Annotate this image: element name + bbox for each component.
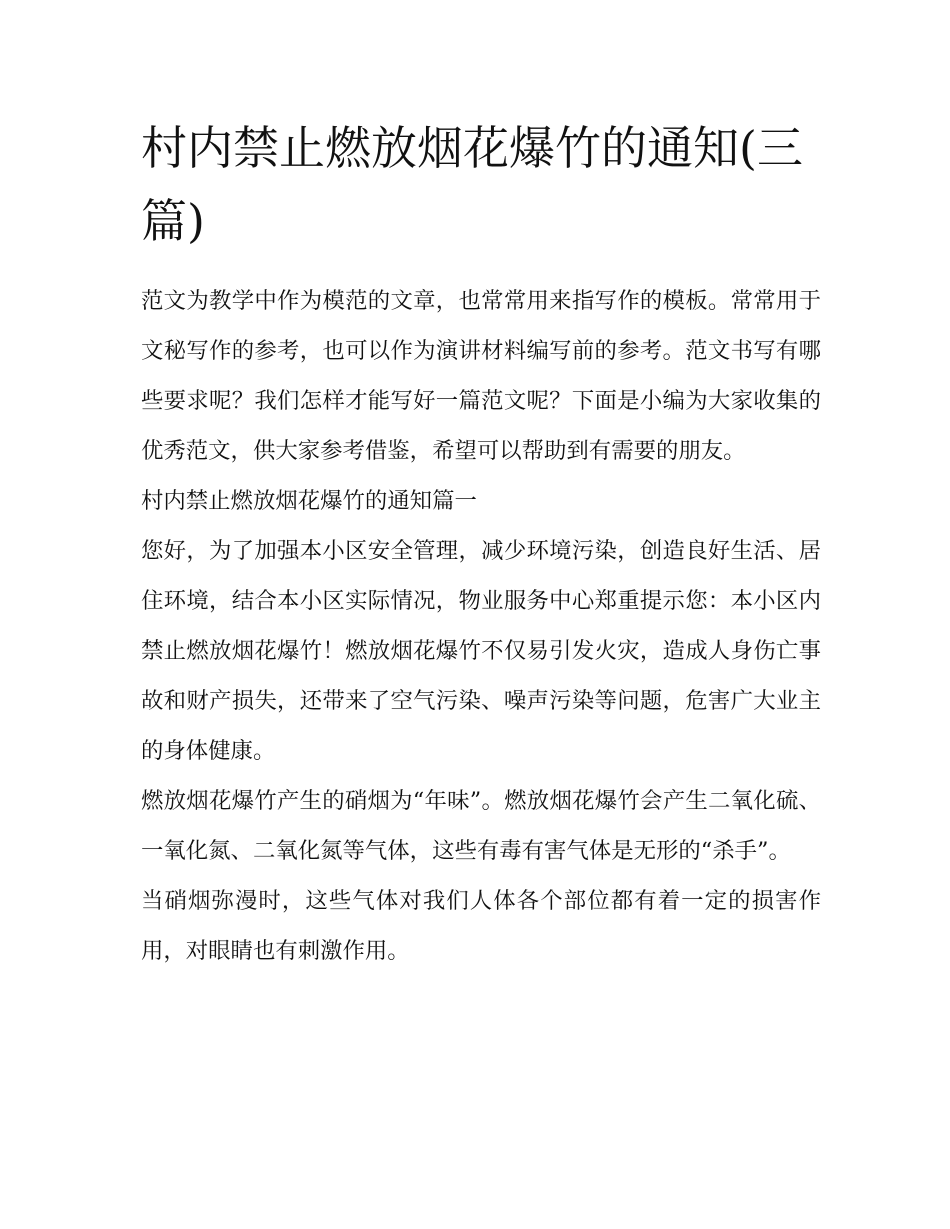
document-body	[141, 112, 821, 976]
document-title: 村内禁止燃放烟花爆竹的通知(三篇)	[141, 121, 803, 248]
section-heading: 村内禁止燃放烟花爆竹的通知篇一	[141, 488, 477, 514]
body-paragraph: 燃放烟花爆竹产生的硝烟为“年味”。燃放烟花爆竹会产生二氧化硫、一氧化氮、二氧化氮等气体，这些有毒有害气体是无形的“杀手”。	[141, 788, 821, 864]
body-paragraph: 您好，为了加强本小区安全管理，减少环境污染，创造良好生活、居住环境，结合本小区实际情况，物业服务中心郑重提示您：本小区内禁止燃放烟花爆竹！燃放烟花爆竹不仅易引发火灾，造成人身伤亡事故和财产损失，还带来了空气污染、噪声污染等问题，危害广大业主的身体健康。	[141, 538, 821, 764]
body-paragraph: 当硝烟弥漫时，这些气体对我们人体各个部位都有着一定的损害作用，对眼睛也有刺激作用。	[141, 888, 821, 964]
intro-paragraph: 范文为教学中作为模范的文章，也常常用来指写作的模板。常常用于文秘写作的参考，也可以作为演讲材料编写前的参考。范文书写有哪些要求呢？我们怎样才能写好一篇范文呢？下面是小编为大家收集的优秀范文，供大家参考借鉴，希望可以帮助到有需要的朋友。	[141, 288, 821, 464]
